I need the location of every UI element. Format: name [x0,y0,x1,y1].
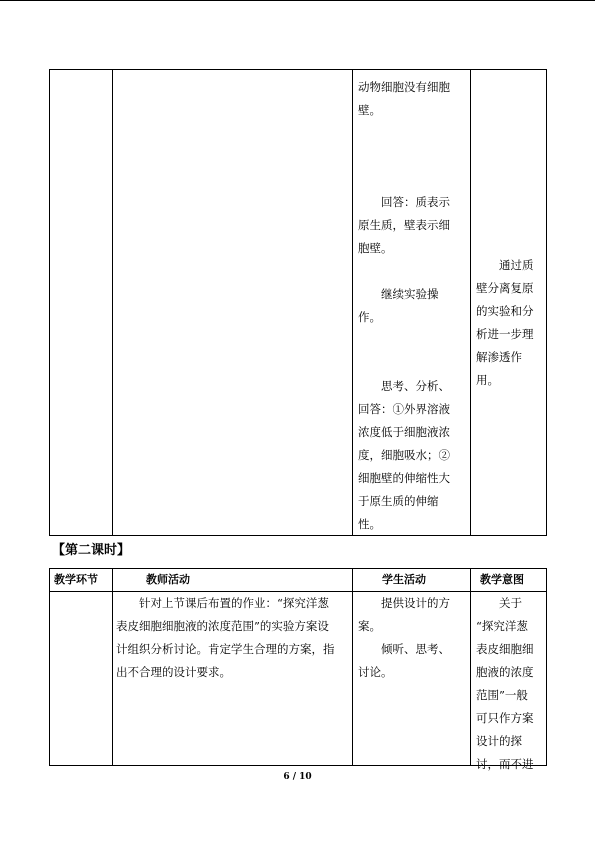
column-divider [352,70,353,535]
lesson-table-continued [49,69,547,536]
column-divider [352,569,353,765]
header-teaching-stage: 教学环节 [54,573,98,586]
header-teaching-intent: 教学意图 [480,573,524,586]
student-activity-cell [358,76,470,535]
teacher-activity-text: 针对上节课后布置的作业：“探究洋葱 表皮细胞细胞液的浓度范围”的实验方案设 计组织分析讨论。肯定学生合理的方案，指 出不合理的设计要求。 [116,596,335,679]
teaching-intent-cell [476,592,546,776]
column-divider [112,569,113,765]
page-number: 6 / 10 [283,772,312,782]
student-activity-text: 提供设计的方 案。 倾听、思考、 讨论。 [358,596,450,679]
header-student-activity: 学生活动 [382,573,426,586]
teacher-activity-cell [116,592,352,684]
column-divider [470,569,471,765]
student-activity-cell [358,592,470,684]
teaching-intent-text: 通过质 壁分离复原 的实验和分 析进一步理 解渗透作 用。 [476,258,534,387]
page-top-rule [0,0,595,1]
header-teacher-activity: 教师活动 [146,573,190,586]
column-divider [112,70,113,535]
teaching-intent-text: 关于 “探究洋葱 表皮细胞细 胞液的浓度 范围”一般 可只作方案 设计的探 讨，而不进 [476,596,534,771]
student-activity-text: 动物细胞没有细胞 壁。 回答：质表示 原生质，壁表示细 胞壁。 继续实验操 作。 思考、分析、 回答：①外界溶液 浓度低于细胞液浓 度，细胞吸水；② 细胞壁的伸缩性大 于原生质的伸缩 性。 [358,80,450,531]
lesson-table [49,568,547,771]
teaching-intent-cell [476,254,546,535]
column-divider [470,70,471,535]
section-heading: 【第二课时】 [52,543,131,558]
